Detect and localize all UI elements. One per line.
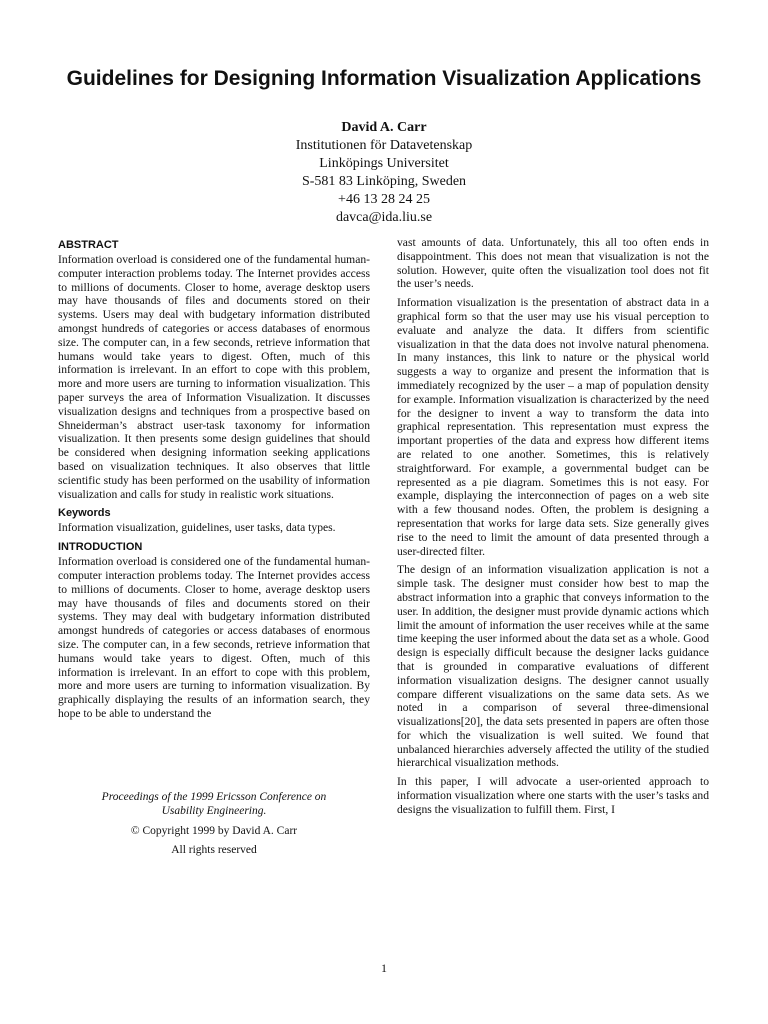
proceedings-line-2: Usability Engineering. <box>161 805 267 817</box>
introduction-heading: INTRODUCTION <box>58 541 143 554</box>
author-email: davca@ida.liu.se <box>335 210 433 225</box>
paper-title: Guidelines for Designing Information Visualization Applications <box>66 67 702 90</box>
proceedings-footer <box>58 790 370 862</box>
page-number: 1 <box>381 961 387 975</box>
abstract-heading: ABSTRACT <box>58 239 119 251</box>
proceedings-note <box>58 790 370 818</box>
abstract-text: Information overload is considered one of the fundamental human-computer interaction problems today. The Internet provides access to millions of documents. Closer to home, average desktop users may have thousands of files and documents stored on their systems. Users may deal with budgetary information distributed amongst hundreds of categories or access databases of enormous size. The computer can, in a few seconds, retrieve information that humans would take years to digest. Often, much of this information is irrelevant. In an effort to cope with this problem, more and more users are turning to information visualization. This paper surveys the area of Information Visualization. It discusses visualization designs and techniques from a prospective based on Shneiderman’s abstract user-task taxonomy for information visualization. It then presents some design guidelines that should be considered when designing information seeking applications based on visualization techniques. It also observes that little scientific study has been performed on the usability of information visualization and calls for study in realistic work situations. <box>58 253 370 501</box>
proceedings-line-1: Proceedings of the 1999 Ericsson Conference on <box>101 791 327 803</box>
left-column <box>58 238 370 726</box>
right-paragraph-1: vast amounts of data. Unfortunately, this all too often ends in disappointment. This does not mean that visualization is not the solution. However, quite often the visualization tool does not fit the user’s needs. <box>397 236 709 291</box>
author-phone: +46 13 28 24 25 <box>338 192 430 207</box>
rights-line: All rights reserved <box>171 844 257 856</box>
author-affiliation-department: Institutionen för Datavetenskap <box>295 138 473 153</box>
author-address: S-581 83 Linköping, Sweden <box>301 174 467 189</box>
copyright-line: © Copyright 1999 by David A. Carr <box>130 825 298 837</box>
author-affiliation-university: Linköpings Universitet <box>319 156 449 171</box>
right-paragraph-3: The design of an information visualization application is not a simple task. The designer must consider how best to map the abstract information into a graphic that conveys information to the user. In addition, the designer must provide dynamic actions which limit the amount of information the user receives while at the same time keeping the user informed about the data set as a whole. Good design is especially difficult because the designer lacks guidance that is grounded in comparative evaluations of different information visualization designs. The designer cannot usually compare different visualizations on the same data sets. As we noted in a comparison of several three-dimensional visualizations[20], the data sets presented in papers are often those for which the visualization is well suited. We found that unbalanced hierarchies adversely affected the utility of the studied hierarchical visualization methods. <box>397 563 709 770</box>
author-name: David A. Carr <box>341 120 427 135</box>
keywords-text: Information visualization, guidelines, user tasks, data types. <box>58 521 336 535</box>
right-column <box>397 236 709 822</box>
right-paragraph-2: Information visualization is the presentation of abstract data in a graphical form so that the user may use his visual perception to evaluate and analyze the data. It differs from scientific visualization in that the data does not involve natural phenomena. In many instances, this link to nature or the physical world suggests a way to organize and present the information that is immediately recognized by the user – a map of population density for example. Information visualization is characterized by the need for the designer to invent a way to transform the data into graphical representation. This representation must express the important properties of the data and express how different items are related to one another. Sometimes, this is relatively straightforward. For example, a governmental budget can be represented as a pie diagram. Sometimes this is not easy. For example, displaying the interconnection of pages on a web site with a few thousand nodes. Often, the problem is designing a representation that works for large data sets. Size generally gives rise to the need to limit the amount of data presented through a user-directed filter. <box>397 296 709 558</box>
introduction-text: Information overload is considered one of the fundamental human-computer interaction problems today. The Internet provides access to millions of documents. Closer to home, average desktop users may have thousands of files and documents stored on their systems. They may deal with budgetary information distributed amongst hundreds of categories or access databases of enormous size. The computer can, in a few seconds, retrieve information that humans would take years to digest. Often, much of this information is irrelevant. In an effort to cope with this problem, more and more users are turning to information visualization. By graphically displaying the results of an information search, they hope to be able to understand the <box>58 555 370 720</box>
right-paragraph-4: In this paper, I will advocate a user-oriented approach to information visualization where one starts with the user’s tasks and designs the visualization to fulfill them. First, I <box>397 775 709 816</box>
author-block <box>184 119 584 227</box>
keywords-heading: Keywords <box>58 507 111 520</box>
